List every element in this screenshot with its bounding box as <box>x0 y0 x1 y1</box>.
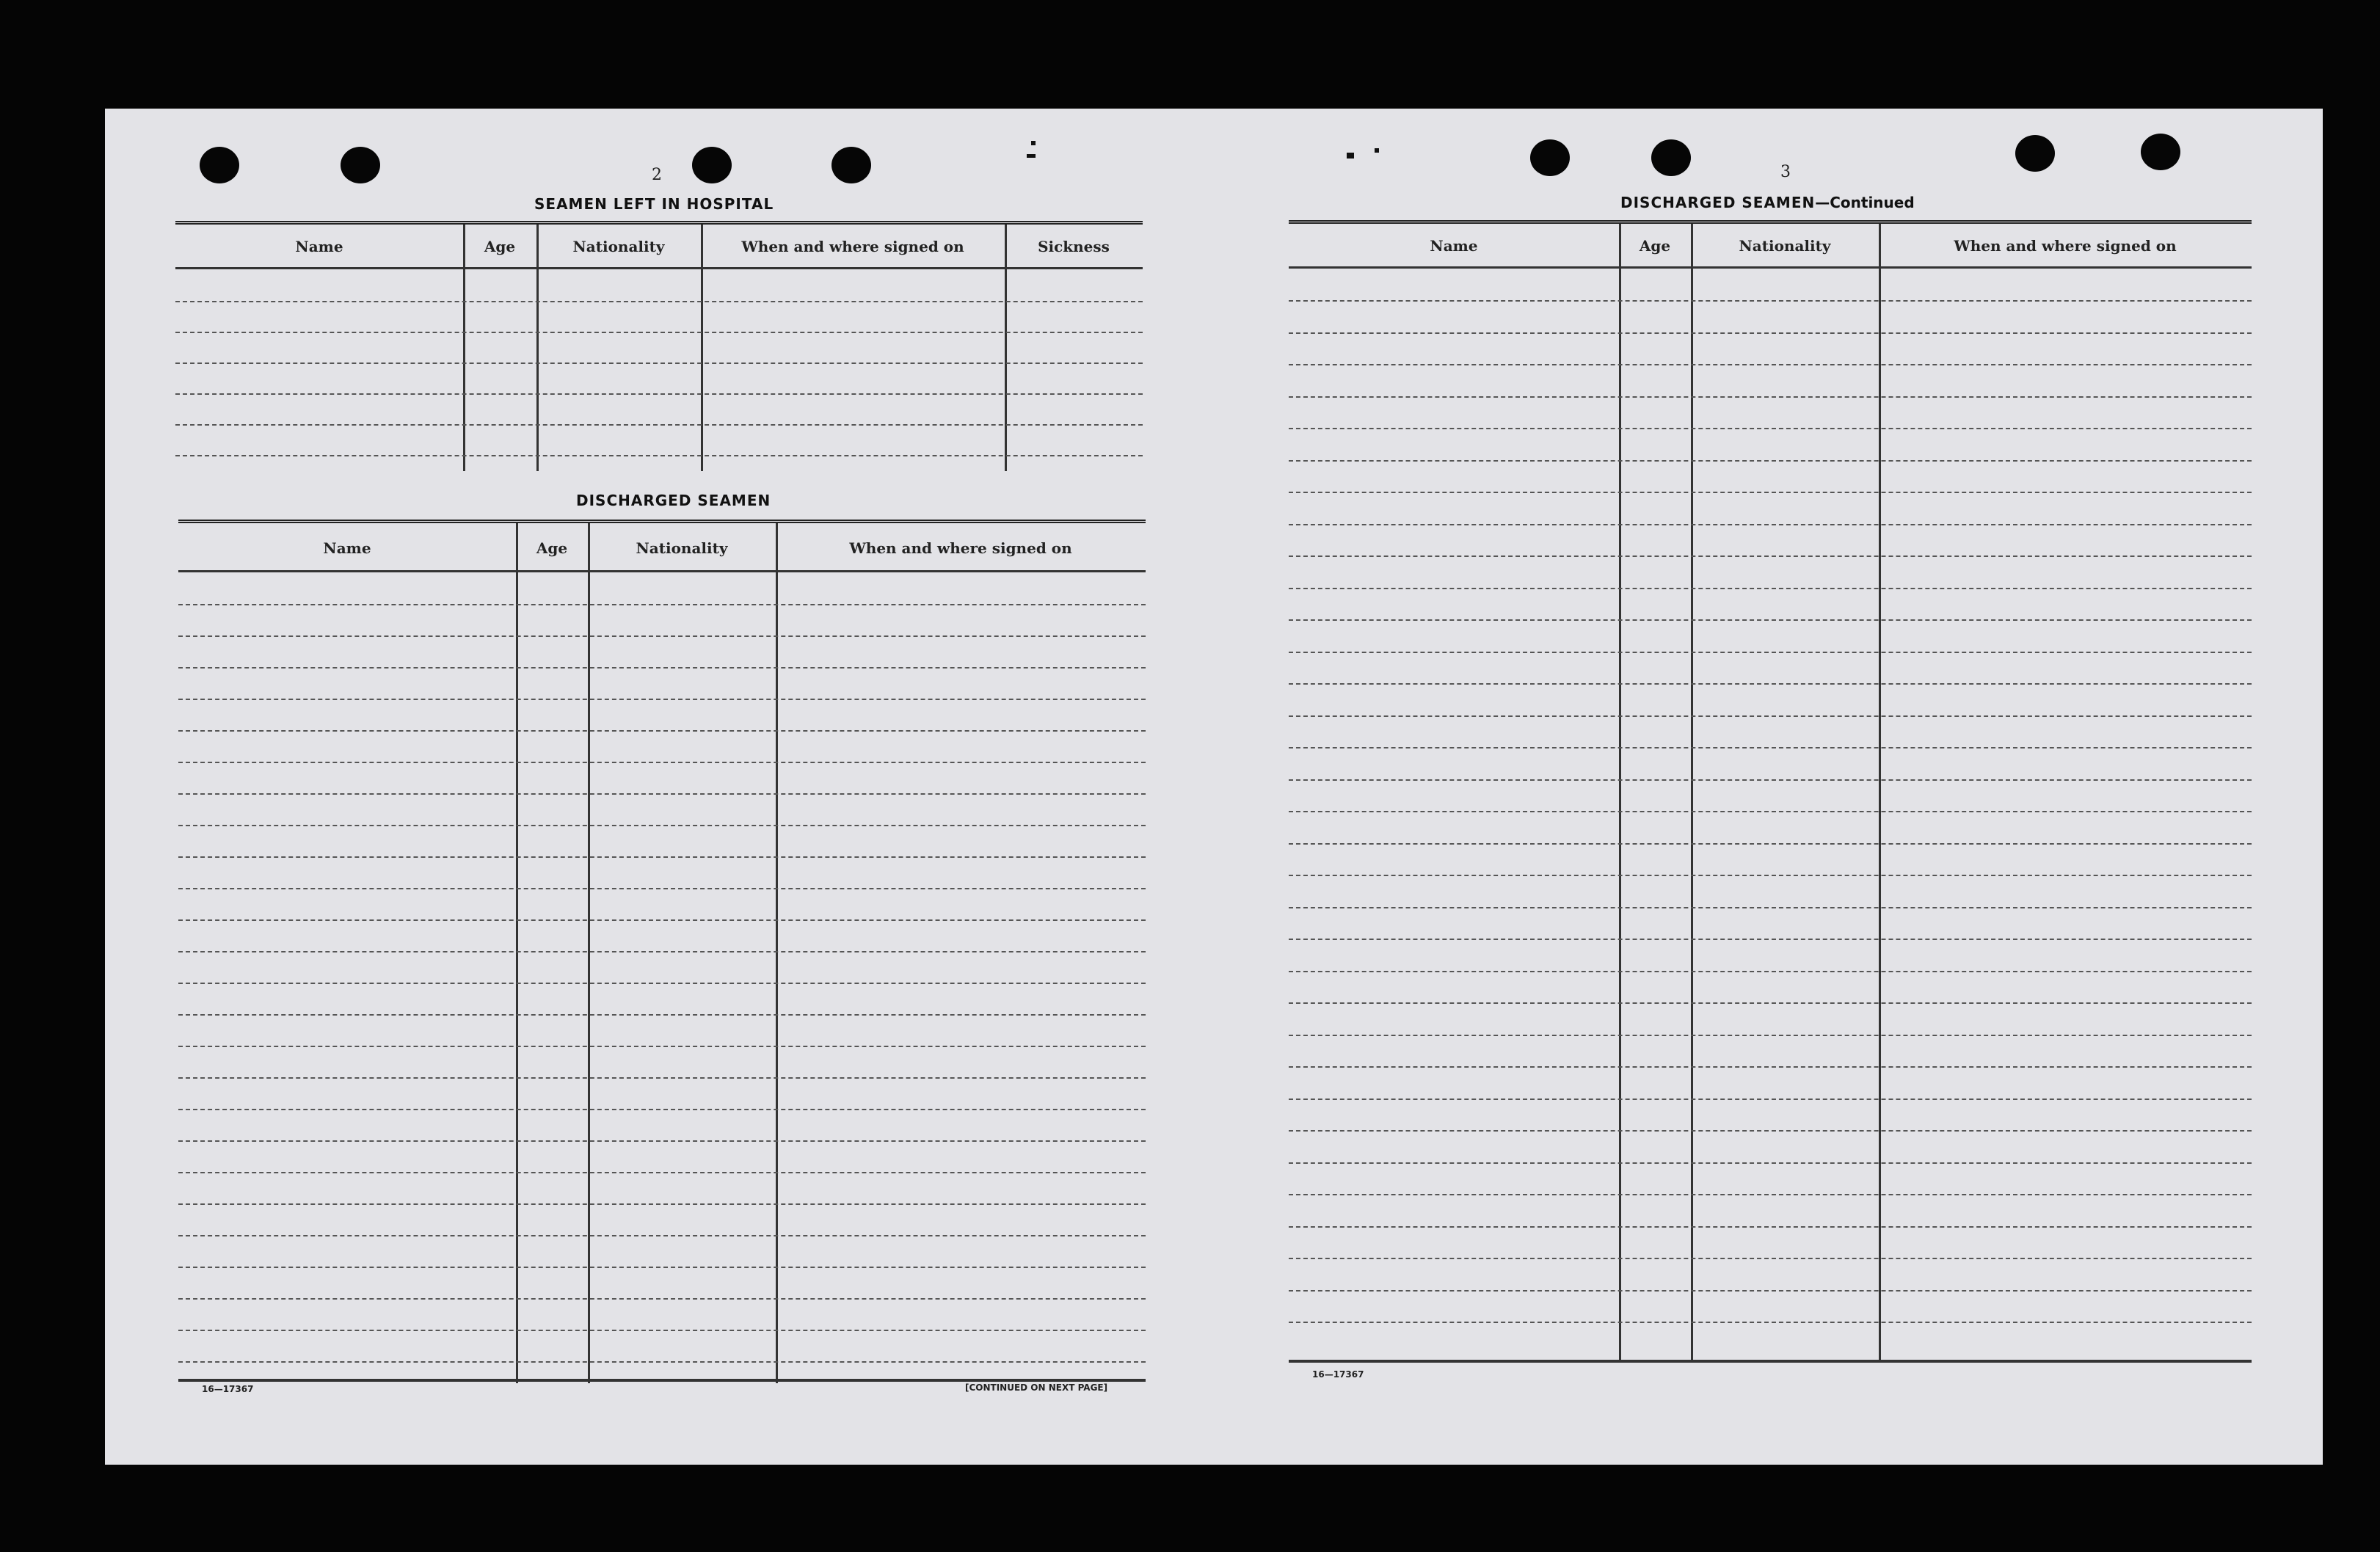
entry-line <box>175 301 1143 302</box>
column-divider <box>516 523 518 1383</box>
document-sheet <box>105 109 2323 1465</box>
entry-line <box>178 856 1146 858</box>
entry-line <box>1289 1066 2252 1068</box>
entry-line <box>1289 524 2252 525</box>
entry-line <box>178 604 1146 605</box>
entry-line <box>178 1172 1146 1173</box>
entry-line <box>178 1298 1146 1300</box>
discharged-table <box>178 520 1146 1383</box>
entry-line <box>175 393 1143 395</box>
entry-line <box>175 363 1143 364</box>
entry-line <box>1289 300 2252 302</box>
entry-line <box>1289 1194 2252 1195</box>
entry-line <box>178 825 1146 826</box>
column-divider <box>463 225 465 471</box>
column-divider <box>1879 224 1881 1361</box>
entry-line <box>1289 1002 2252 1004</box>
column-header-name: Name <box>323 539 371 557</box>
entry-line <box>178 951 1146 952</box>
column-header-name: Name <box>1430 237 1478 255</box>
entry-line <box>1289 588 2252 589</box>
form-number-left: 16—17367 <box>202 1384 254 1394</box>
entry-line <box>1289 332 2252 334</box>
entry-line <box>1289 683 2252 685</box>
punch-hole <box>2141 134 2180 170</box>
entry-line <box>1289 715 2252 717</box>
ink-speck <box>1375 148 1379 153</box>
punch-hole <box>341 147 380 183</box>
punch-hole <box>692 147 732 183</box>
entry-line <box>178 667 1146 668</box>
entry-line <box>1289 779 2252 781</box>
entry-line <box>1289 492 2252 493</box>
entry-line <box>1289 907 2252 908</box>
column-header-sickness: Sickness <box>1038 238 1110 255</box>
entry-line <box>1289 875 2252 876</box>
column-divider <box>588 523 590 1383</box>
table-bottom-rule <box>1289 1360 2252 1363</box>
ink-speck <box>1347 153 1354 159</box>
entry-line <box>178 1330 1146 1331</box>
column-header-age: Age <box>536 539 568 557</box>
entry-line <box>1289 843 2252 845</box>
entry-line <box>1289 939 2252 940</box>
entry-line <box>178 730 1146 732</box>
entry-line <box>1289 652 2252 653</box>
column-header-nationality: Nationality <box>1739 237 1831 255</box>
entry-line <box>1289 1322 2252 1323</box>
entry-line <box>178 1109 1146 1110</box>
column-divider <box>1005 225 1007 471</box>
entry-line <box>178 1077 1146 1079</box>
entry-line <box>178 762 1146 763</box>
entry-line <box>1289 811 2252 812</box>
continued-note: [CONTINUED ON NEXT PAGE] <box>965 1382 1108 1393</box>
entry-line <box>178 1361 1146 1363</box>
discharged-section-title: DISCHARGED SEAMEN <box>576 492 771 509</box>
entry-line <box>178 1235 1146 1236</box>
entry-line <box>1289 971 2252 972</box>
entry-line <box>1289 1099 2252 1100</box>
entry-line <box>178 1046 1146 1047</box>
entry-line <box>1289 428 2252 429</box>
entry-line <box>1289 460 2252 462</box>
punch-hole <box>200 147 239 183</box>
punch-hole <box>1530 139 1570 176</box>
form-number-right: 16—17367 <box>1312 1369 1364 1380</box>
punch-hole <box>1651 139 1691 176</box>
entry-line <box>178 1267 1146 1268</box>
table-bottom-rule <box>178 1379 1146 1382</box>
entry-line <box>1289 1258 2252 1259</box>
column-header-name: Name <box>295 238 343 255</box>
entry-line <box>175 455 1143 456</box>
entry-line <box>1289 1226 2252 1228</box>
hospital-table <box>175 221 1143 471</box>
discharged-continued-title <box>1620 194 1915 211</box>
entry-line <box>178 793 1146 795</box>
hospital-section-title: SEAMEN LEFT IN HOSPITAL <box>534 195 774 213</box>
column-divider <box>1619 224 1621 1361</box>
punch-hole <box>2015 135 2055 172</box>
entry-line <box>178 983 1146 984</box>
entry-line <box>175 424 1143 426</box>
entry-line <box>1289 396 2252 398</box>
column-divider <box>701 225 703 471</box>
entry-line <box>178 919 1146 921</box>
entry-line <box>1289 747 2252 748</box>
discharged-continued-title-main: DISCHARGED SEAMEN <box>1620 194 1816 211</box>
discharged-continued-table <box>1289 220 2252 1363</box>
column-divider <box>1691 224 1693 1361</box>
entry-line <box>1289 1035 2252 1036</box>
column-header-nationality: Nationality <box>572 238 665 255</box>
page-number-right: 3 <box>1780 163 1791 181</box>
entry-line <box>1289 555 2252 557</box>
ink-speck <box>1027 154 1036 158</box>
entry-line <box>178 699 1146 700</box>
entry-line <box>175 332 1143 333</box>
column-header-nationality: Nationality <box>636 539 728 557</box>
entry-line <box>178 1140 1146 1142</box>
discharged-continued-table-header <box>1289 224 2252 269</box>
entry-line <box>1289 1290 2252 1291</box>
discharged-continued-title-suffix: —Continued <box>1815 194 1915 211</box>
entry-line <box>178 888 1146 889</box>
column-header-age: Age <box>1639 237 1671 255</box>
column-header-signed-on: When and where signed on <box>849 539 1072 557</box>
hospital-table-header <box>175 225 1143 269</box>
column-divider <box>776 523 778 1383</box>
column-header-signed-on: When and where signed on <box>741 238 964 255</box>
ink-speck <box>1031 141 1036 145</box>
entry-line <box>178 1203 1146 1205</box>
entry-line <box>1289 364 2252 365</box>
column-header-age: Age <box>484 238 516 255</box>
column-header-signed-on: When and where signed on <box>1954 237 2177 255</box>
page-number-left: 2 <box>652 166 662 184</box>
entry-line <box>1289 1162 2252 1164</box>
entry-line <box>1289 619 2252 621</box>
entry-line <box>178 635 1146 637</box>
column-divider <box>536 225 539 471</box>
entry-line <box>1289 1130 2252 1132</box>
punch-hole <box>831 147 871 183</box>
discharged-table-header <box>178 523 1146 572</box>
entry-line <box>178 1014 1146 1016</box>
